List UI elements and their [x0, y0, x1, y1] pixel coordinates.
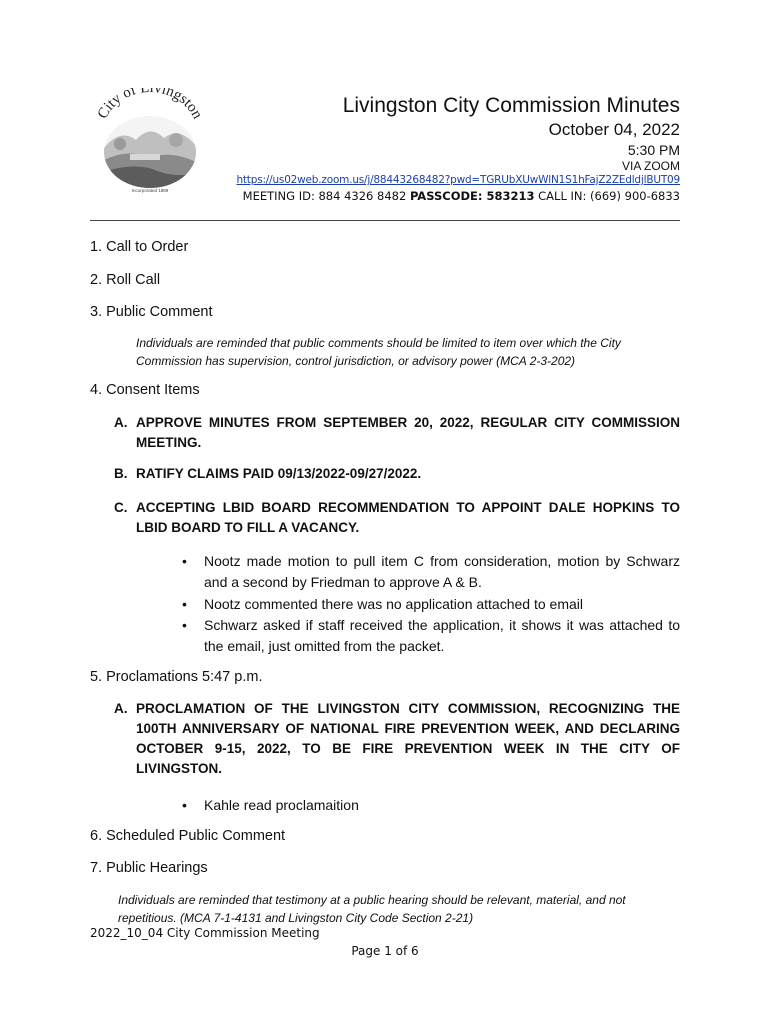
agenda-item-3: 3. Public Comment — [90, 304, 213, 320]
document-title: Livingston City Commission Minutes — [342, 94, 680, 117]
footer-doc-name: 2022_10_04 City Commission Meeting — [90, 926, 320, 940]
list-item — [182, 795, 680, 816]
consent-item-b — [114, 464, 680, 486]
bullet-text: Kahle read proclamaition — [204, 797, 359, 813]
list-item — [182, 551, 680, 593]
city-logo — [90, 88, 210, 200]
agenda-item-4: 4. Consent Items — [90, 382, 200, 398]
consent-item-c-letter: C. — [114, 500, 128, 515]
public-hearing-note: Individuals are reminded that testimony at a public hearing should be relevant, material, and not repetitious. (MCA 7-1-4131 and Livingston City Code Section 2-21) — [118, 893, 626, 925]
consent-item-b-text: RATIFY CLAIMS PAID 09/13/2022-09/27/2022. — [136, 466, 422, 481]
proclamation-item-a-text: PROCLAMATION OF THE LIVINGSTON CITY COMMISSION, RECOGNIZING THE 100TH ANNIVERSARY OF NATIONAL FIRE PREVENTION WEEK, AND DECLARING OCTOBER 9-15, 2022, TO BE FIRE PREVENTION WEEK IN THE CITY OF LIVINGSTON. — [136, 701, 680, 776]
header-divider — [90, 220, 680, 221]
bullet-text: Nootz commented there was no application attached to email — [204, 596, 583, 612]
proclamation-item-a — [114, 699, 680, 783]
meeting-time: 5:30 PM — [627, 142, 680, 158]
proclamation-item-a-letter: A. — [114, 701, 128, 716]
agenda-item-7: 7. Public Hearings — [90, 860, 208, 876]
public-comment-note: Individuals are reminded that public comments should be limited to item over which the City Commission has supervision, control jurisdiction, or advisory power (MCA 2-3-202) — [136, 336, 621, 368]
consent-item-a-letter: A. — [114, 415, 128, 430]
agenda-item-5: 5. Proclamations 5:47 p.m. — [90, 669, 263, 685]
consent-item-c — [114, 498, 680, 540]
list-item — [182, 615, 680, 657]
consent-item-a — [114, 413, 680, 455]
bullet-icon: • — [182, 596, 187, 612]
consent-item-c-text: ACCEPTING LBID BOARD RECOMMENDATION TO APPOINT DALE HOPKINS TO LBID BOARD TO FILL A VACANCY. — [136, 500, 680, 535]
consent-item-b-letter: B. — [114, 466, 128, 481]
agenda-item-2: 2. Roll Call — [90, 272, 161, 288]
bullet-text: Nootz made motion to pull item C from consideration, motion by Schwarz and a second by Friedman to approve A & B. — [204, 553, 680, 590]
agenda-item-6: 6. Scheduled Public Comment — [90, 828, 286, 844]
agenda-item-1: 1. Call to Order — [90, 239, 189, 255]
list-item — [182, 594, 680, 615]
logo-text: City of Livingston — [94, 88, 206, 122]
bullet-icon: • — [182, 617, 187, 633]
meeting-id: MEETING ID: 884 4326 8482 — [242, 189, 410, 203]
page-number: Page 1 of 6 — [351, 944, 419, 958]
meeting-date: October 04, 2022 — [548, 120, 680, 139]
passcode: PASSCODE: 583213 — [409, 189, 535, 203]
zoom-link[interactable]: https://us02web.zoom.us/j/88443268482?pwd=TGRUbXUwWlN1S1hFajZ2ZEdldjlBUT09 — [236, 174, 680, 186]
call-in: CALL IN: (669) 900-6833 — [534, 189, 680, 203]
bullet-icon: • — [182, 553, 187, 569]
bullet-text: Schwarz asked if staff received the application, it shows it was attached to the email, just omitted from the packet. — [204, 617, 680, 654]
bullet-icon: • — [182, 797, 187, 813]
meeting-via: VIA ZOOM — [621, 159, 680, 173]
consent-item-a-text: APPROVE MINUTES FROM SEPTEMBER 20, 2022, REGULAR CITY COMMISSION MEETING. — [136, 415, 680, 450]
meeting-id-line — [243, 189, 680, 203]
logo-caption: Incorporated 1889 — [131, 188, 169, 193]
